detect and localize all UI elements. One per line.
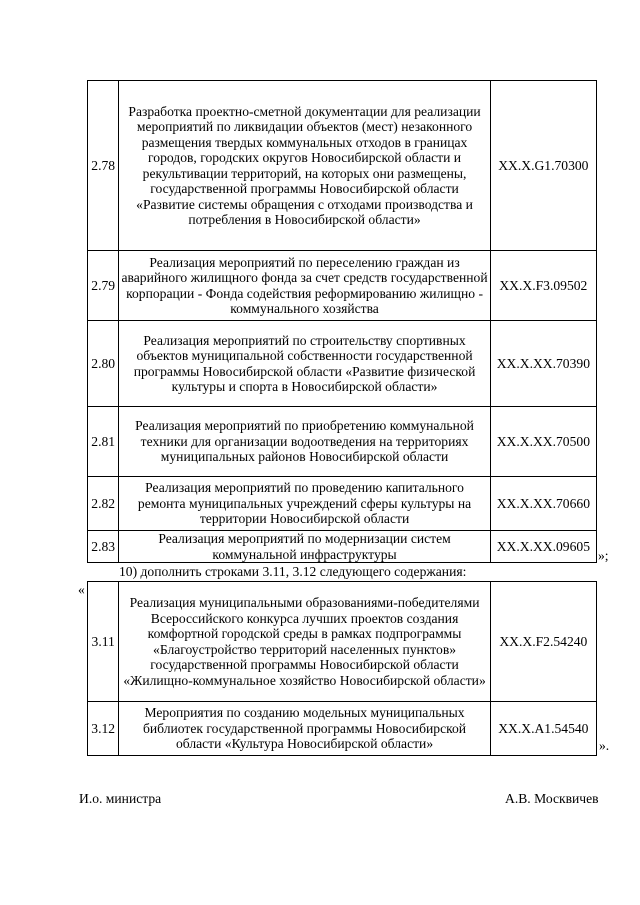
row-number: 3.11 bbox=[88, 582, 119, 702]
table-row bbox=[88, 477, 597, 531]
amendment-intro: 10) дополнить строками 3.11, 3.12 следующего содержания: bbox=[119, 564, 467, 579]
codes-table-1 bbox=[87, 80, 597, 563]
row-number: 2.79 bbox=[88, 251, 119, 321]
row-number: 2.78 bbox=[88, 81, 119, 251]
row-description: Реализация муниципальными образованиями-победителями Всероссийского конкурса лучших проектов создания комфортной городской среды в рамках подпрограммы «Благоустройство территорий населенных пунктов» государственной программы Новосибирской области «Жилищно-коммунальное хозяйство Новосибирской области» bbox=[119, 582, 490, 702]
closing-quote: »; bbox=[598, 548, 609, 563]
row-code: XX.X.F2.54240 bbox=[490, 582, 596, 702]
row-number: 2.80 bbox=[88, 321, 119, 407]
row-code: XX.X.G1.70300 bbox=[490, 81, 596, 251]
table-row bbox=[88, 407, 597, 477]
codes-table-2 bbox=[87, 581, 597, 756]
table-row bbox=[88, 251, 597, 321]
row-code: XX.X.XX.70390 bbox=[490, 321, 596, 407]
row-description: Реализация мероприятий по приобретению коммунальной техники для организации водоотведения на территориях муниципальных районов Новосибирской области bbox=[119, 407, 490, 477]
table-row bbox=[88, 702, 597, 756]
signatory-name: А.В. Москвичев bbox=[505, 791, 599, 806]
row-description: Мероприятия по созданию модельных муниципальных библиотек государственной программы Новосибирской области «Культура Новосибирской области» bbox=[119, 702, 490, 756]
closing-quote: ». bbox=[599, 738, 610, 753]
row-code: XX.X.XX.70500 bbox=[490, 407, 596, 477]
row-number: 2.82 bbox=[88, 477, 119, 531]
row-description: Реализация мероприятий по переселению граждан из аварийного жилищного фонда за счет средств государственной корпорации - Фонда содействия реформированию жилищно - коммунального хозяйства bbox=[119, 251, 490, 321]
row-number: 2.83 bbox=[88, 531, 119, 563]
opening-quote: « bbox=[78, 582, 85, 597]
row-number: 3.12 bbox=[88, 702, 119, 756]
signatory-title: И.о. министра bbox=[79, 791, 162, 806]
table-row bbox=[88, 81, 597, 251]
row-code: XX.X.XX.09605 bbox=[490, 531, 596, 563]
row-number: 2.81 bbox=[88, 407, 119, 477]
row-code: XX.X.A1.54540 bbox=[490, 702, 596, 756]
table-row bbox=[88, 321, 597, 407]
table-row bbox=[88, 582, 597, 702]
row-description: Разработка проектно-сметной документации для реализации мероприятий по ликвидации объектов (мест) незаконного размещения твердых коммунальных отходов в границах городов, городских округов Новосибирской области и рекультивации территорий, на которых они размещены, государственной программы Новосибирской области «Развитие системы обращения с отходами производства и потребления в Новосибирской области» bbox=[119, 81, 490, 251]
row-description: Реализация мероприятий по проведению капитального ремонта муниципальных учреждений сферы культуры на территории Новосибирской области bbox=[119, 477, 490, 531]
row-description: Реализация мероприятий по строительству спортивных объектов муниципальной собственности государственной программы Новосибирской области «Развитие физической культуры и спорта в Новосибирской области» bbox=[119, 321, 490, 407]
row-description: Реализация мероприятий по модернизации систем коммунальной инфраструктуры bbox=[119, 531, 490, 563]
row-code: XX.X.XX.70660 bbox=[490, 477, 596, 531]
row-code: XX.X.F3.09502 bbox=[490, 251, 596, 321]
table-row bbox=[88, 531, 597, 563]
